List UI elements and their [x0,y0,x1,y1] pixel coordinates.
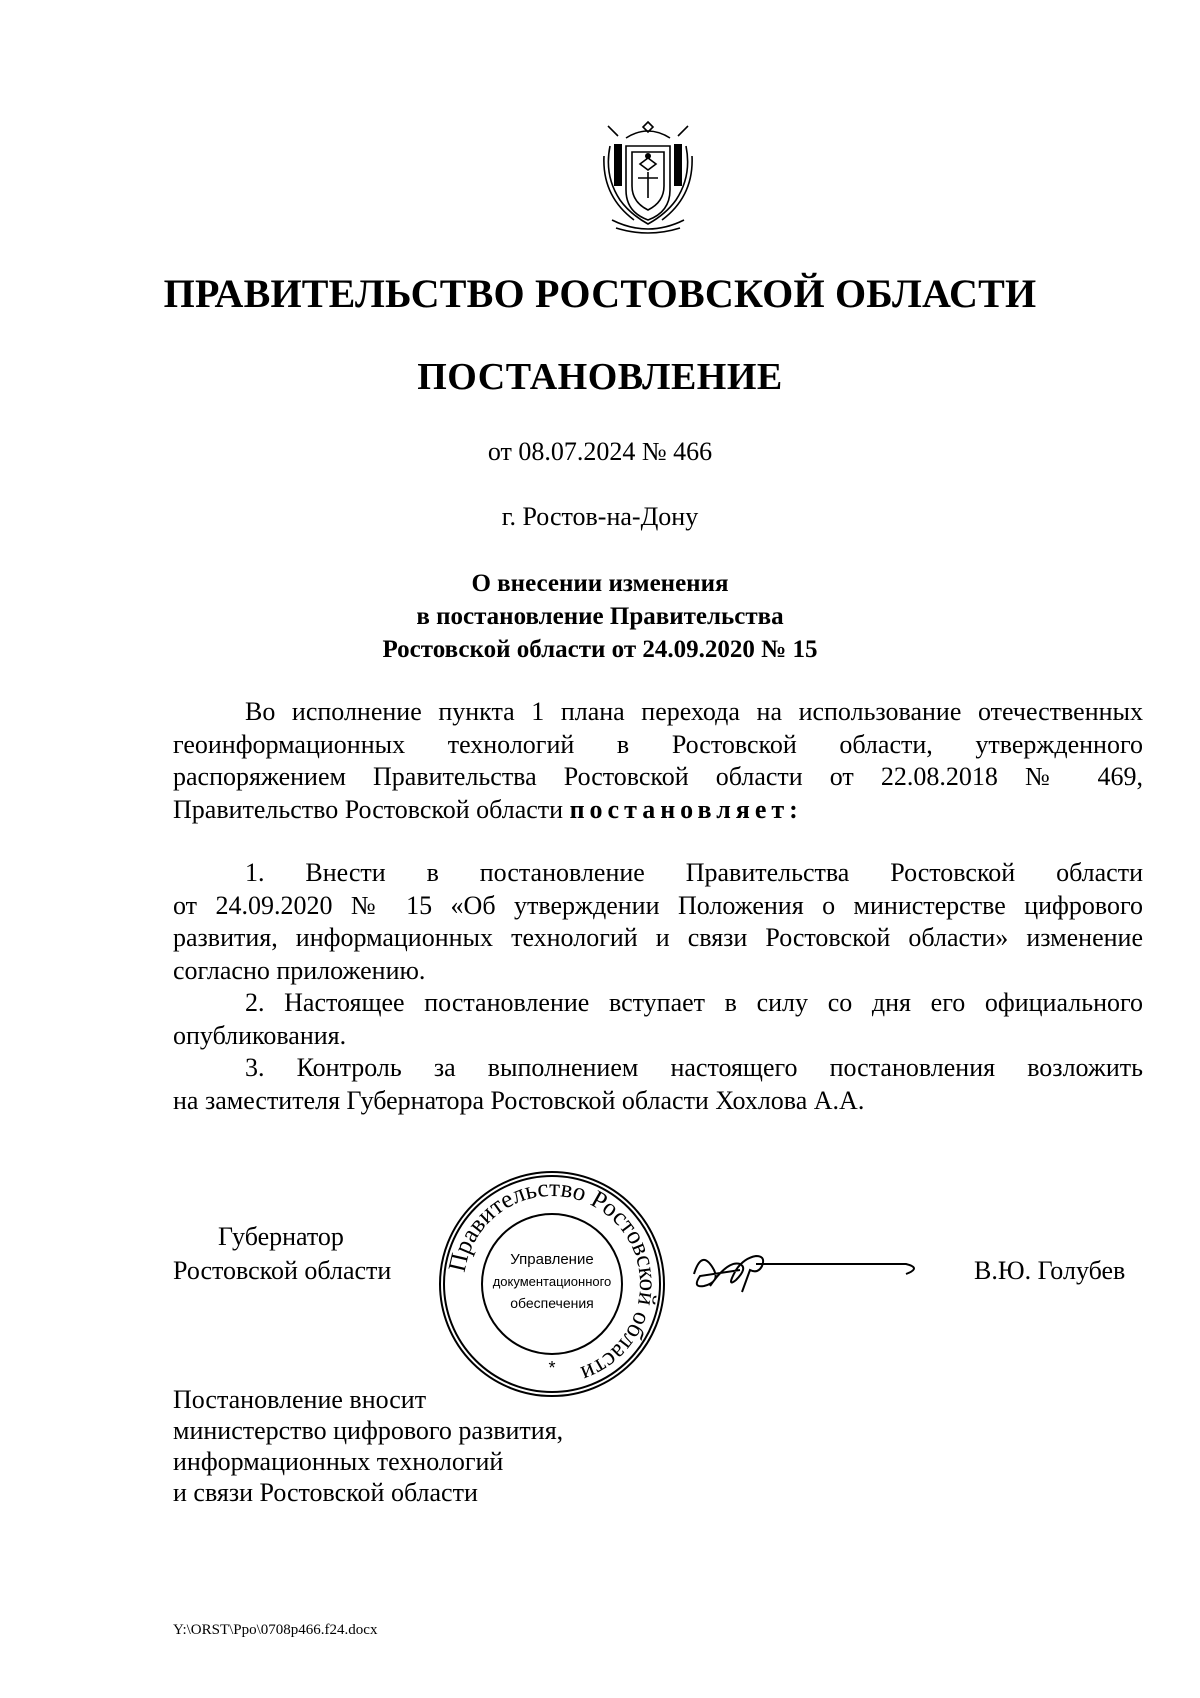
seal-center-line: Управление [510,1251,594,1268]
resolution-keyword: постановляет: [569,794,803,824]
item-1-line: развития, информационных технологий и связи Ростовской области» изменение [173,923,1143,952]
seal-center-line: документационного [492,1274,612,1289]
preamble-line [173,794,1143,827]
title-line: в постановление Правительства [416,603,784,630]
contributor-line: Постановление вносит [173,1385,427,1414]
handwritten-signature [686,1234,926,1294]
signatory-name: В.Ю. Голубев [974,1256,1126,1285]
coat-of-arms-icon [596,116,700,238]
document-city: г. Ростов-на-Дону [501,502,699,531]
resolution-items [173,857,1143,1117]
contributor-line: информационных технологий [173,1447,504,1476]
item-1-line: согласно приложению. [173,955,426,985]
item-3-line: на заместителя Губернатора Ростовской области Хохлова А.А. [173,1085,865,1115]
item-3-line: 3. Контроль за выполнением настоящего постановления возложить [245,1053,1143,1082]
item-1-line: от 24.09.2020 № 15 «Об утверждении Положения о министерстве цифрового [173,890,1143,920]
item-2-line: опубликования. [173,1020,347,1050]
preamble-paragraph [173,696,1143,826]
organization-heading: ПРАВИТЕЛЬСТВО РОСТОВСКОЙ ОБЛАСТИ [163,271,1037,316]
seal-ring-text: Правительство Ростовской области [443,1174,662,1388]
preamble-text: Правительство Ростовской области [173,794,570,824]
preamble-line: распоряжением Правительства Ростовской области от 22.08.2018 № 469, [173,762,1143,791]
preamble-line: Во исполнение пункта 1 плана перехода на использование отечественных [245,697,1143,726]
position-line: Ростовской области [173,1256,392,1285]
contributor-block [173,1384,563,1508]
document-date-number: от 08.07.2024 № 466 [487,437,713,466]
file-path-footer: Y:\ORST\Ppo\0708p466.f24.docx [173,1622,378,1638]
title-line: О внесении изменения [471,570,729,597]
signatory-position [173,1220,391,1288]
item-2-line: 2. Настоящее постановление вступает в силу со дня его официального [245,988,1143,1017]
preamble-line: геоинформационных технологий в Ростовской области, утвержденного [173,729,1143,759]
document-type-heading: ПОСТАНОВЛЕНИЕ [417,356,783,398]
title-line: Ростовской области от 24.09.2020 № 15 [382,636,818,663]
document-title [0,567,1200,666]
seal-star: * [548,1358,556,1378]
official-seal [436,1168,668,1400]
contributor-line: министерство цифрового развития, [173,1416,564,1445]
item-1-line: 1. Внести в постановление Правительства Ростовской области [245,858,1143,887]
position-line: Губернатор [218,1222,344,1251]
contributor-line: и связи Ростовской области [173,1478,478,1507]
seal-center-line: обеспечения [510,1295,594,1311]
